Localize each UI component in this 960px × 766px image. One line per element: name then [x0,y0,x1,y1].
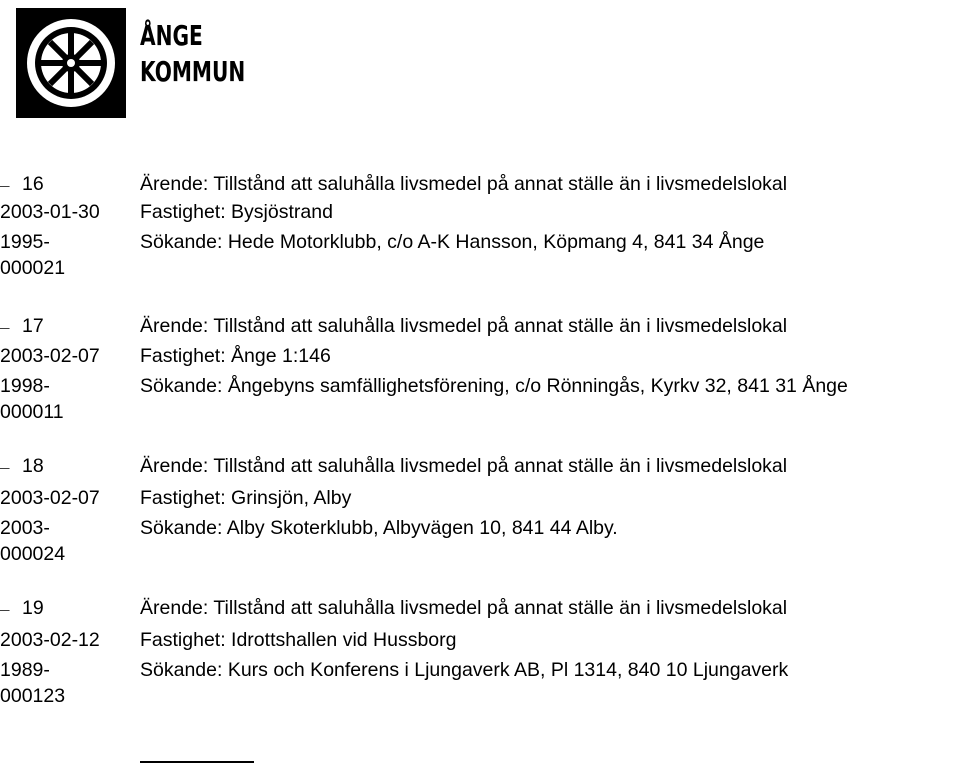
paragraph-marker-icon: ¯ [0,326,10,345]
case-subject: Ärende: Tillstånd att saluhålla livsmedel på annat ställe än i livsmedelslokal [140,597,788,619]
case-date: 2003-02-12 [0,629,100,651]
case-applicant: Sökande: Ångebyns samfällighetsförening, c/o Rönningås, Kyrkv 32, 841 31 Ånge [140,375,848,397]
case-property: Fastighet: Ånge 1:146 [140,345,331,367]
case-entry [0,452,960,592]
footnote-separator [140,761,254,763]
municipality-logo-wheel-icon [16,8,126,118]
case-entry [0,594,960,734]
case-meta [0,312,135,424]
org-name-line1: ÅNGE [140,19,203,52]
case-applicant: Sökande: Hede Motorklubb, c/o A-K Hansson, Köpmang 4, 841 34 Ånge [140,231,765,253]
case-number: 17 [22,315,44,337]
case-subject: Ärende: Tillstånd att saluhålla livsmedel på annat ställe än i livsmedelslokal [140,455,788,477]
case-ref-year: 2003- [0,517,50,539]
case-number: 19 [22,597,44,619]
case-ref-number: 000011 [0,401,64,423]
case-ref-year: 1995- [0,231,50,253]
case-meta [0,170,135,282]
paragraph-marker-icon: ¯ [0,608,10,627]
case-ref-number: 000123 [0,685,66,707]
case-entry [0,170,960,310]
municipality-name [140,18,245,90]
case-date: 2003-02-07 [0,345,100,367]
case-applicant: Sökande: Alby Skoterklubb, Albyvägen 10, 841 44 Alby. [140,517,618,539]
case-applicant: Sökande: Kurs och Konferens i Ljungaverk AB, Pl 1314, 840 10 Ljungaverk [140,659,789,681]
case-property: Fastighet: Grinsjön, Alby [140,487,352,509]
case-subject: Ärende: Tillstånd att saluhålla livsmedel på annat ställe än i livsmedelslokal [140,173,788,195]
case-entry [0,312,960,452]
paragraph-marker-icon: ¯ [0,466,10,485]
case-date: 2003-02-07 [0,487,100,509]
case-subject: Ärende: Tillstånd att saluhålla livsmedel på annat ställe än i livsmedelslokal [140,315,788,337]
case-ref-year: 1998- [0,375,50,397]
case-meta [0,594,135,706]
case-ref-number: 000024 [0,543,66,565]
case-ref-number: 000021 [0,257,66,279]
case-number: 18 [22,455,44,477]
org-name-line2: KOMMUN [140,55,246,88]
case-date: 2003-01-30 [0,201,100,223]
case-number: 16 [22,173,44,195]
case-meta [0,452,135,564]
case-property: Fastighet: Bysjöstrand [140,201,333,223]
paragraph-marker-icon: ¯ [0,184,10,203]
case-ref-year: 1989- [0,659,50,681]
case-property: Fastighet: Idrottshallen vid Hussborg [140,629,457,651]
